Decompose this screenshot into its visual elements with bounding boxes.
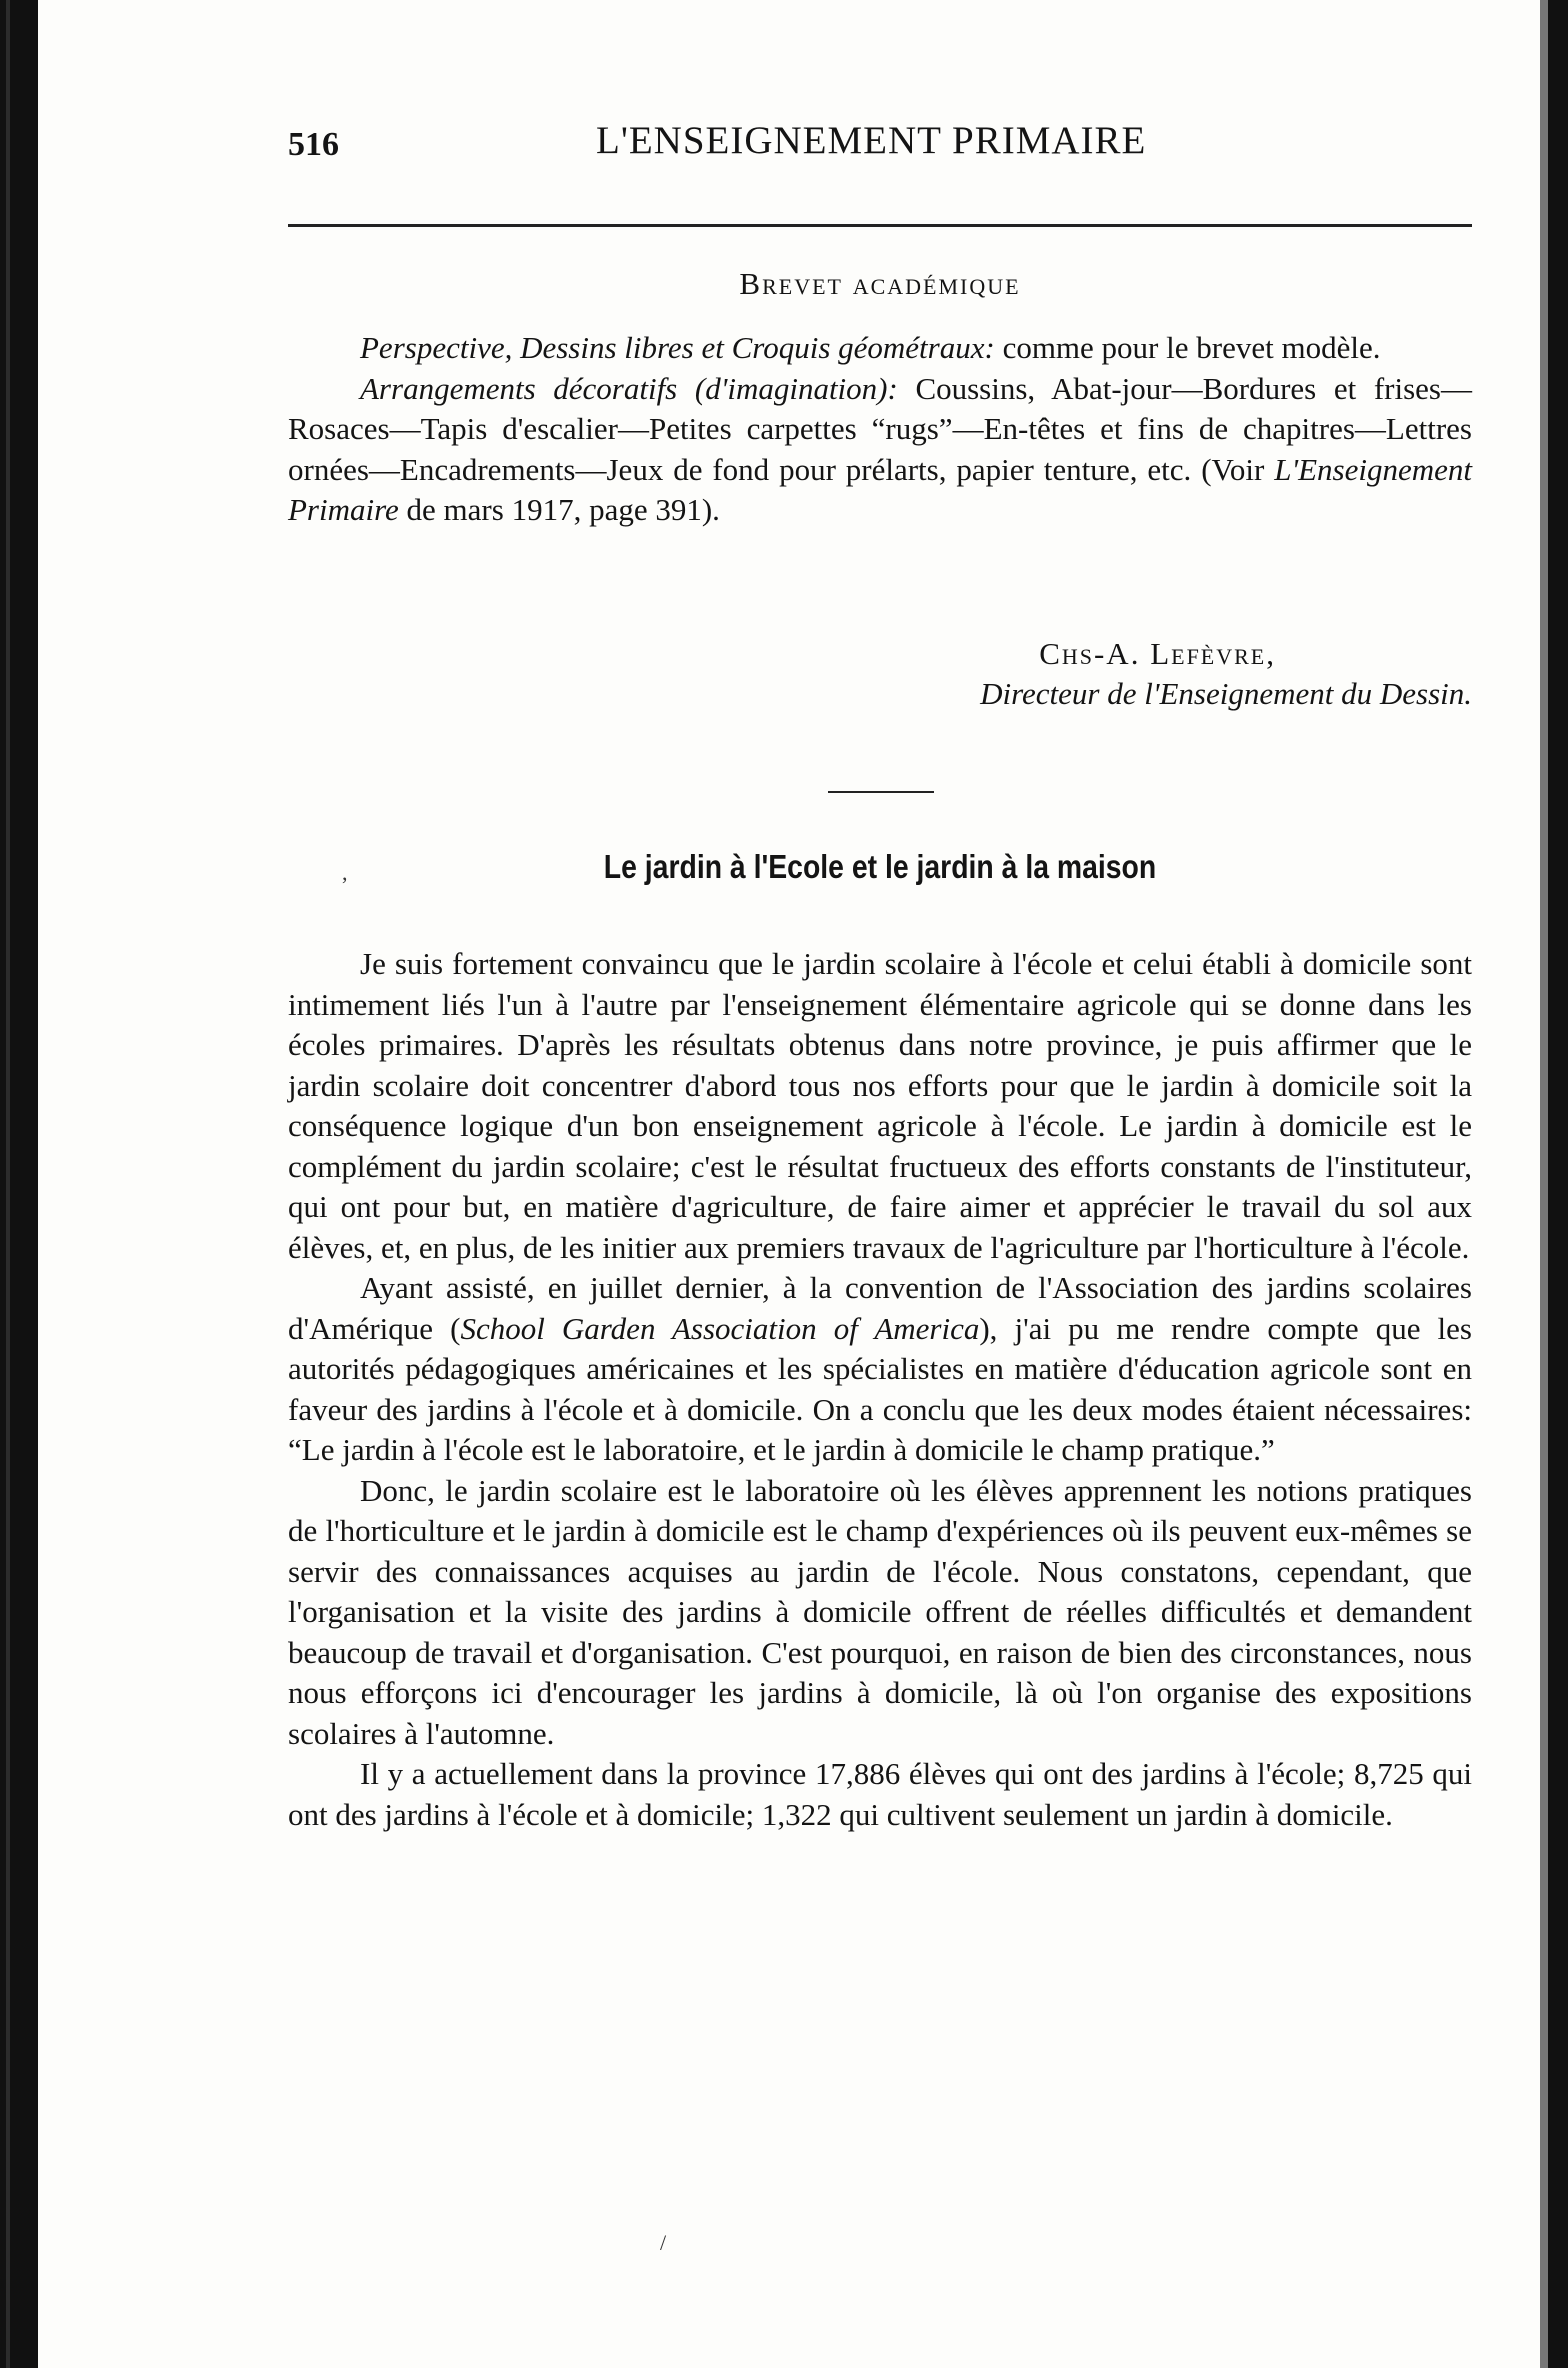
book-page [288,0,1472,2368]
signature-name: Chs-A. Lefèvre, [1039,636,1276,671]
article-paragraph-3: Donc, le jardin scolaire est le laboratoire où les élèves apprennent les notions pratiques de l'horticulture et le jardin à domicile est le champ d'expériences où ils peuvent eux-mêmes se servir des connaissances acquises au jardin de l'école. Nous constatons, cependant, que l'organisation et la visite des jardins à domicile offrent de réelles difficultés et demandent beaucoup de travail et d'organisation. C'est pourquoi, en raison de bien des circonstances, nous nous efforçons ici d'encourager les jardins à domicile, là où l'on organise des expositions scolaires à l'automne. [288,1472,1472,1751]
signature-title: Directeur de l'Enseignement du Dessin. [980,676,1472,711]
article-paragraph-4: Il y a actuellement dans la province 17,886 élèves qui ont des jardins à l'école; 8,725 qui ont des jardins à l'école et à domicile; 1,322 qui cultivent seulement un jardin à domicile. [288,1756,1472,1832]
page-number: 516 [288,126,339,163]
brevet-heading: Brevet académique [739,266,1021,301]
brevet-para1-italic: Perspective, Dessins libres et Croquis géométraux: [360,330,995,365]
brevet-paragraph-1 [288,328,1472,369]
article-paragraph-2 [288,1268,1472,1471]
brevet-para2-italic-b: (d'imagination): [694,370,898,406]
brevet-para2-italic-c: L'Enseignement Primaire [288,451,1472,527]
scan-left-edge [0,0,38,2368]
article-body [288,944,1472,1835]
brevet-para2-text: Coussins, Abat-jour—Bordures et frises—Rosaces—Tapis d'escalier—Petites carpettes “rugs”—En-têtes et fins de chapitres—Lettres ornées—Encadrements—Jeux de fond pour prélarts, papier tenture, etc. (Voir [288,370,1472,487]
scan-right-rule [1540,0,1548,2368]
stray-mark: , [342,860,348,885]
header-rule [288,224,1472,227]
running-title: L'ENSEIGNEMENT PRIMAIRE [596,119,1147,162]
article-para2-italic: School Garden Association of America [460,1310,980,1346]
brevet-paragraph-2 [288,369,1472,531]
article-paragraph-1: Je suis fortement convaincu que le jardin scolaire à l'école et celui établi à domicile sont intimement liés l'un à l'autre par l'enseignement élémentaire agricole qui se donne dans les écoles primaires. D'après les résultats obtenus dans notre province, je puis affirmer que le jardin scolaire doit concentrer d'abord tous nos efforts pour que le jardin à domicile soit la conséquence logique d'un bon enseignement agricole à l'école. Le jardin à domicile est le complément du jardin scolaire; c'est le résultat fructueux des efforts constants de l'instituteur, qui ont pour but, en matière d'agriculture, de faire aimer et apprécier le travail du sol aux élèves, et, en plus, de les initier aux premiers travaux de l'agriculture par l'horticulture à l'école. [288,946,1472,1265]
running-head [288,118,1472,168]
brevet-section [288,328,1472,531]
article-para2-text-a: Ayant assisté, en juillet dernier, à la convention de l'Association des jardins scolaires d'Amérique ( [288,1270,1472,1346]
section-separator [828,791,934,793]
stray-mark: / [660,2230,667,2255]
brevet-para2-italic-a: Arrangements décoratifs [360,370,678,406]
article-para2-text-b: ), j'ai pu me rendre compte que les autorités pédagogiques américaines et les spécialistes en matière d'éducation agricole sont en faveur des jardins à l'école et à domicile. On a conclu que les deux modes étaient nécessaires: “Le jardin à l'école est le laboratoire, et le jardin à domicile le champ pratique.” [288,1310,1472,1467]
brevet-para1-text: comme pour le brevet modèle. [994,330,1381,365]
article-title: Le jardin à l'Ecole et le jardin à la maison [603,848,1157,885]
brevet-para2-end: de mars 1917, page 391). [398,492,720,527]
scan-right-edge [1548,0,1568,2368]
signature [980,634,1472,714]
